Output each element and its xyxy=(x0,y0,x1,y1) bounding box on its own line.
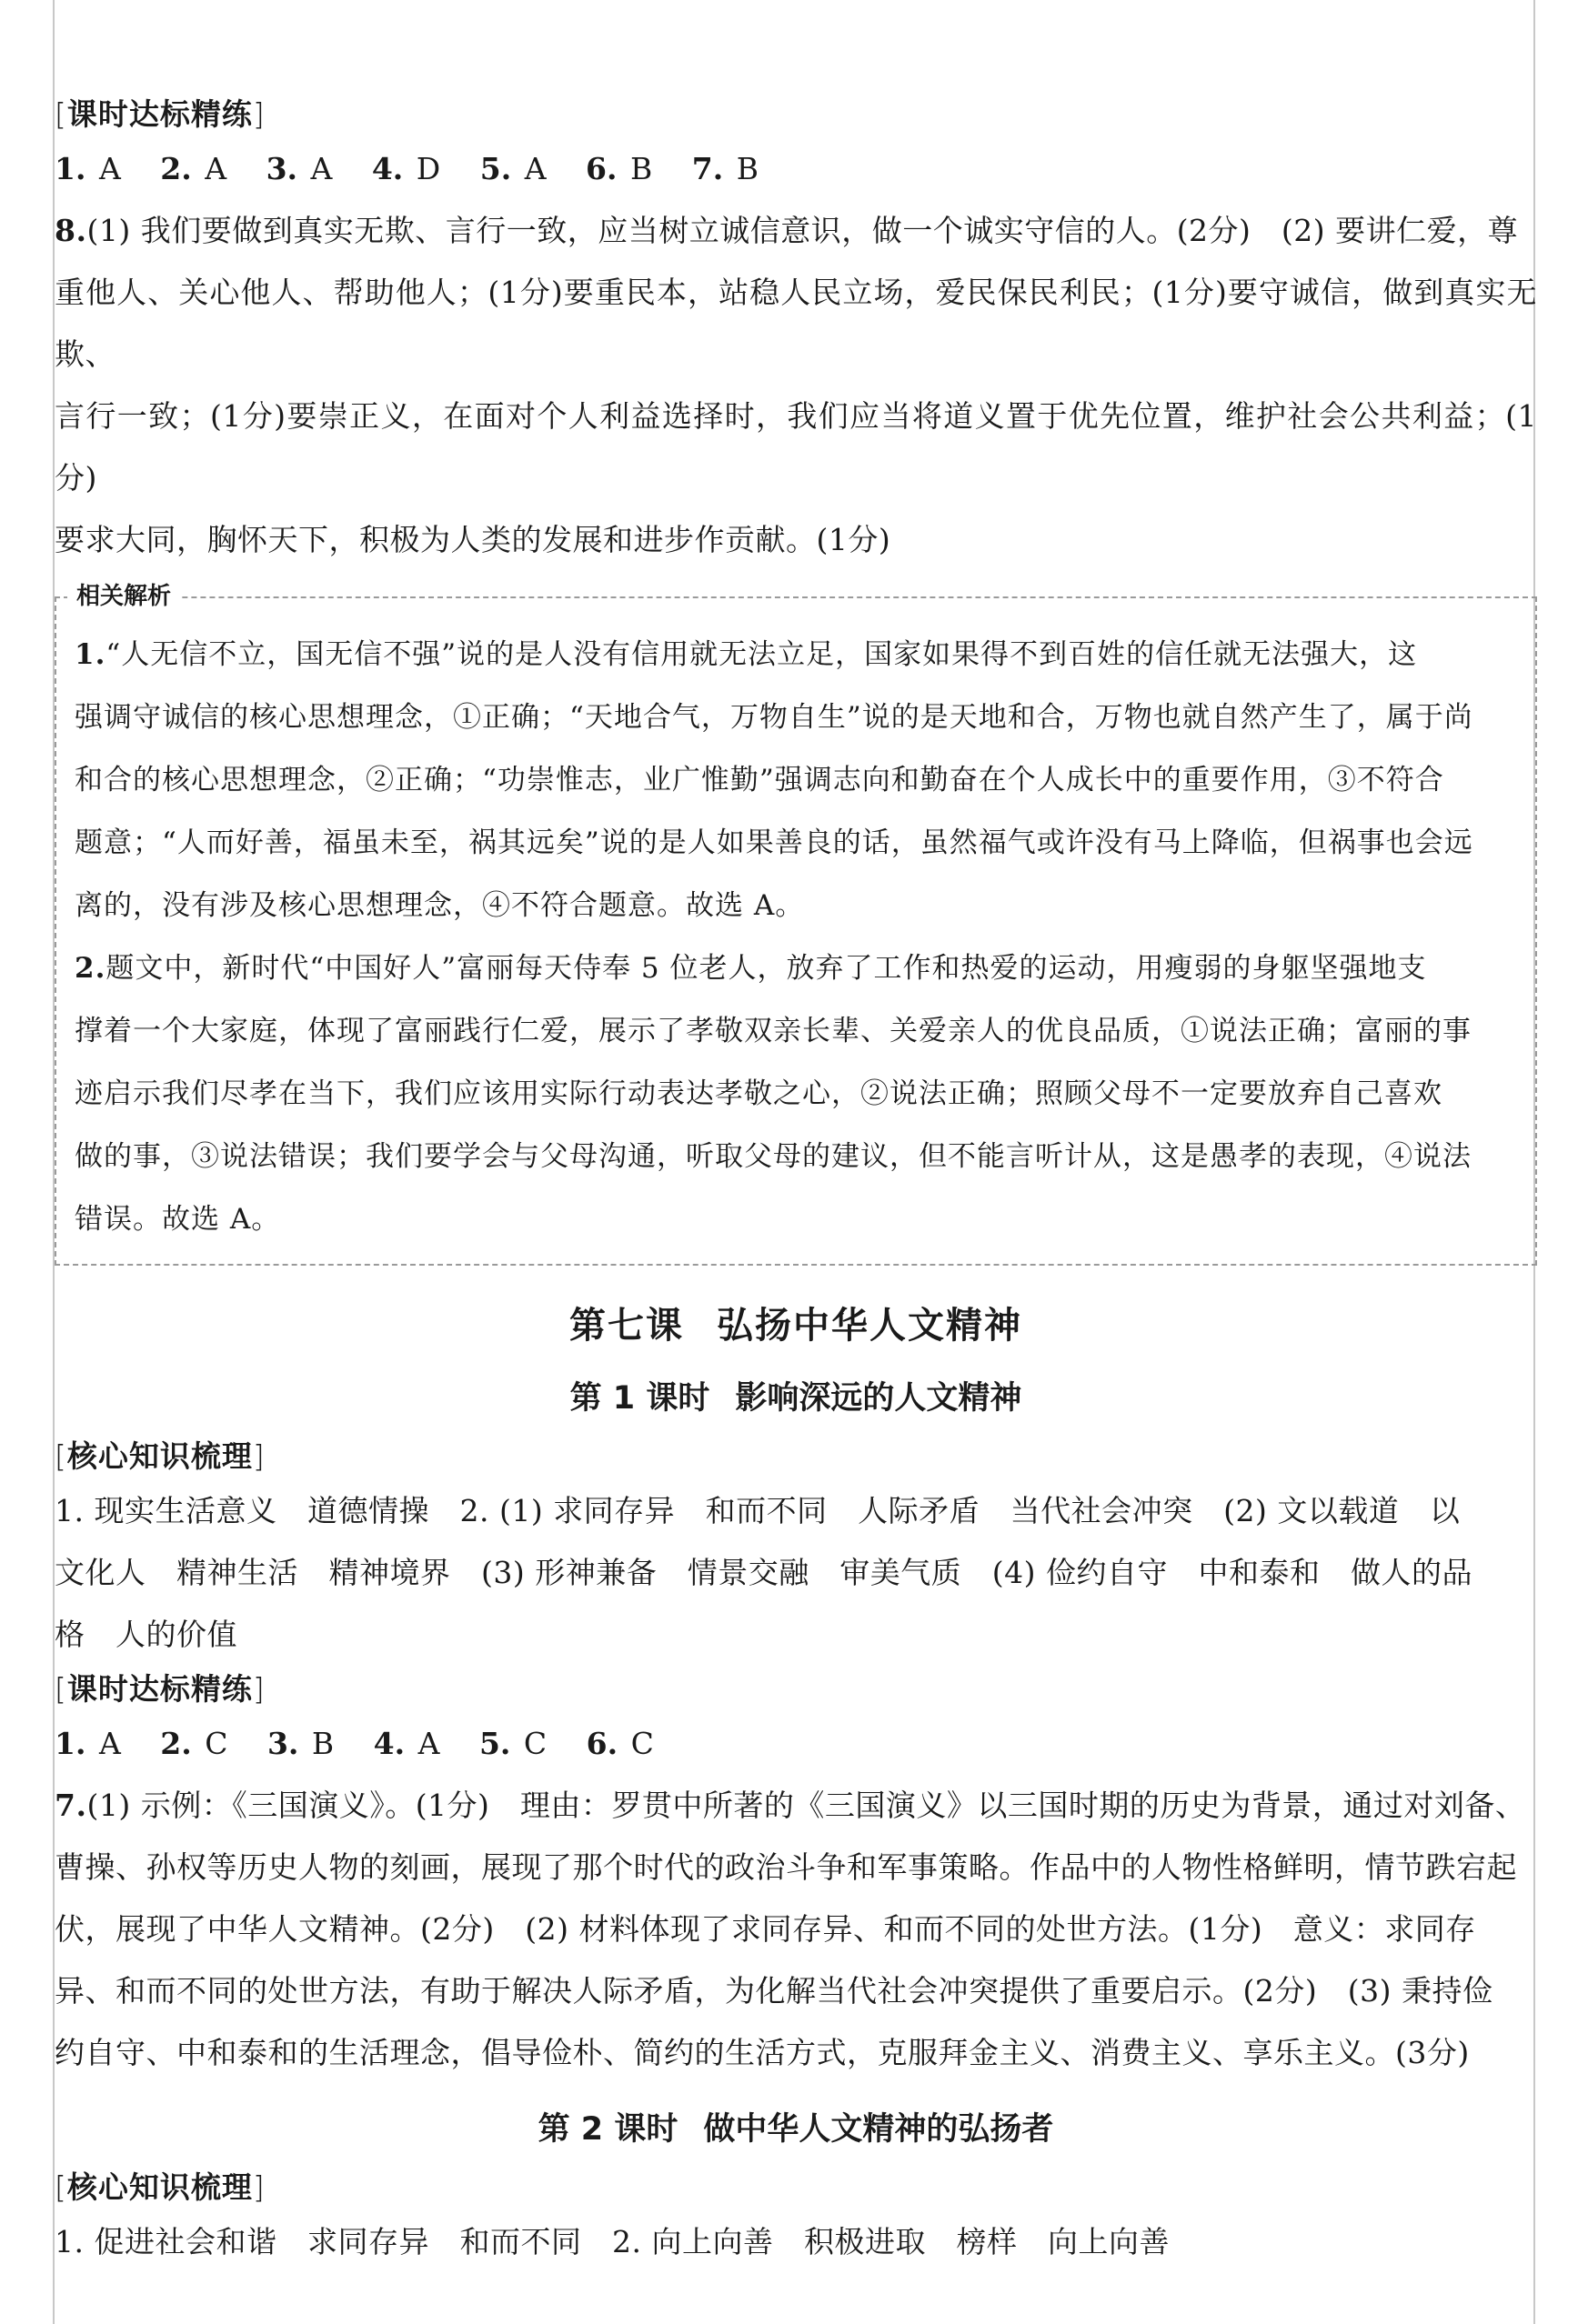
section-label-core: [核心知识梳理] xyxy=(55,1438,266,1474)
text-line: 曹操、孙权等历史人物的刻画，展现了那个时代的政治斗争和军事策略。作品中的人物性格鲜明，情节跌宕起 xyxy=(55,1849,1517,1885)
analysis-line: 撑着一个大家庭，体现了富丽践行仁爱，展示了孝敬双亲长辈、关爱亲人的优良品质，①说法正确；富丽的事 xyxy=(75,1015,1472,1047)
analysis-line: 和合的核心思想理念，②正确；“功崇惟志，业广惟勤”强调志向和勤奋在个人成长中的重要作用，③不符合 xyxy=(75,764,1444,796)
question-8-answer xyxy=(55,200,1537,571)
mc-answers-2: 1. A 2. C 3. B 4. A 5. C 6. C xyxy=(55,1726,654,1761)
analysis-line: 1.“人无信不立，国无信不强”说的是人没有信用就无法立足，国家如果得不到百姓的信任就无法强大，这 xyxy=(75,638,1418,671)
analysis-line: 离的，没有涉及核心思想理念，④不符合题意。故选 A。 xyxy=(75,889,805,922)
period-1-title: 第 1 课时 影响深远的人文精神 xyxy=(569,1380,1022,1417)
analysis-line: 题意；“人而好善，福虽未至，祸其远矣”说的是人如果善良的话，虽然福气或许没有马上降临，但祸事也会远 xyxy=(75,826,1473,859)
text-line: 异、和而不同的处世方法，有助于解决人际矛盾，为化解当代社会冲突提供了重要启示。(2分) (3) 秉持俭 xyxy=(55,1973,1493,2008)
answer-page xyxy=(53,0,1535,2324)
text-line: 格 人的价值 xyxy=(55,1617,237,1652)
section-label-practice: [课时达标精练] xyxy=(55,1671,266,1707)
text-line: 伏，展现了中华人文精神。(2分) (2) 材料体现了求同存异、和而不同的处世方法。(1分) 意义：求同存 xyxy=(55,1911,1476,1947)
question-7-answer xyxy=(55,1775,1537,2084)
text-line: 言行一致；(1分)要崇正义，在面对个人利益选择时，我们应当将道义置于优先位置，维护社会公共利益；(1分) xyxy=(55,398,1537,496)
analysis-title: 相关解析 xyxy=(67,580,180,613)
mc-answers-1: 1. A 2. A 3. A 4. D 5. A 6. B 7. B xyxy=(55,151,759,186)
text-line: 7.(1) 示例：《三国演义》。(1分) 理由：罗贯中所著的《三国演义》以三国时期的历史为背景，通过对刘备、 xyxy=(55,1788,1526,1823)
text-line: 8.(1) 我们要做到真实无欺、言行一致，应当树立诚信意识，做一个诚实守信的人。(2分) (2) 要讲仁爱，尊 xyxy=(55,213,1519,248)
text-line: 要求大同，胸怀天下，积极为人类的发展和进步作贡献。(1分) xyxy=(55,522,891,557)
text-line: 文化人 精神生活 精神境界 (3) 形神兼备 情景交融 审美气质 (4) 俭约自守 中和泰和 做人的品 xyxy=(55,1555,1472,1590)
text-line: 1. 现实生活意义 道德情操 2. (1) 求同存异 和而不同 人际矛盾 当代社会冲突 (2) 文以载道 以 xyxy=(55,1493,1461,1528)
lesson-title: 第七课 弘扬中华人文精神 xyxy=(569,1305,1022,1347)
period-2-title: 第 2 课时 做中华人文精神的弘扬者 xyxy=(538,2111,1054,2148)
section-label-core: [核心知识梳理] xyxy=(55,2169,266,2205)
analysis-line: 迹启示我们尽孝在当下，我们应该用实际行动表达孝敬之心，②说法正确；照顾父母不一定要放弃自己喜欢 xyxy=(75,1077,1442,1110)
analysis-line: 做的事，③说法错误；我们要学会与父母沟通，听取父母的建议，但不能言听计从，这是愚孝的表现，④说法 xyxy=(75,1140,1472,1173)
section-label-practice: [课时达标精练] xyxy=(55,96,266,132)
analysis-line: 错误。故选 A。 xyxy=(75,1203,281,1236)
text-line: 1. 促进社会和谐 求同存异 和而不同 2. 向上向善 积极进取 榜样 向上向善 xyxy=(55,2224,1170,2259)
text-line: 约自守、中和泰和的生活理念，倡导俭朴、简约的生活方式，克服拜金主义、消费主义、享乐主义。(3分) xyxy=(55,2035,1470,2070)
analysis-line: 强调守诚信的核心思想理念，①正确；“天地合气，万物自生”说的是天地和合，万物也就自然产生了，属于尚 xyxy=(75,701,1473,734)
page-content xyxy=(55,91,1537,2273)
text-line: 重他人、关心他人、帮助他人；(1分)要重民本，站稳人民立场，爱民保民利民；(1分)要守诚信，做到真实无欺、 xyxy=(55,275,1537,372)
analysis-box xyxy=(55,583,1537,1266)
analysis-line: 2.题文中，新时代“中国好人”富丽每天侍奉 5 位老人，放弃了工作和热爱的运动，用瘦弱的身躯坚强地支 xyxy=(75,952,1427,985)
